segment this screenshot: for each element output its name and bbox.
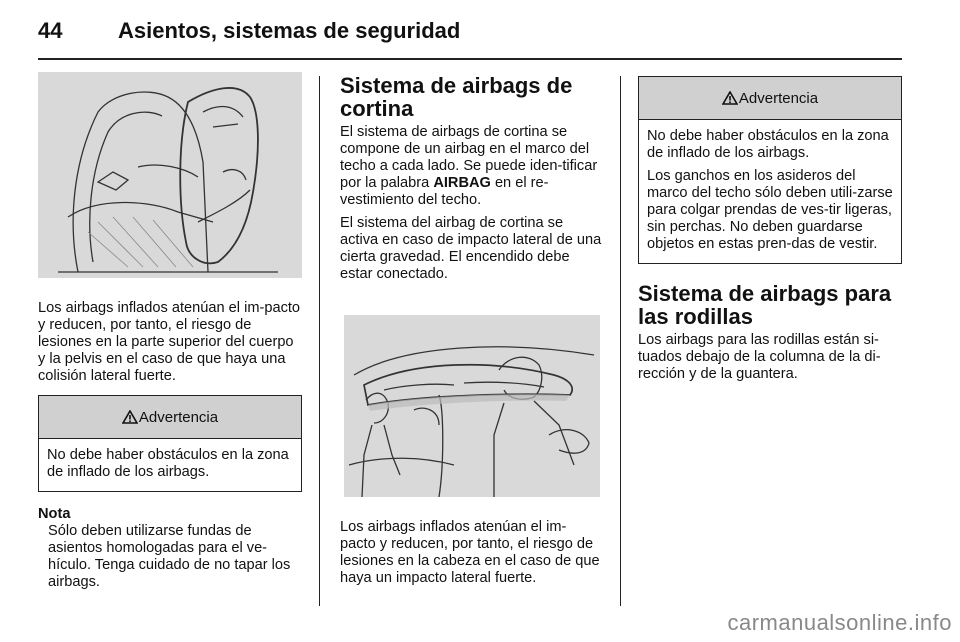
figure-caption: Los airbags inflados atenúan el im-pacto y reducen, por tanto, el riesgo de lesiones en la parte superior del cuerpo y la pelvis en el caso de que haya una colisión lateral fuerte.: [38, 300, 301, 384]
column-divider: [319, 76, 320, 606]
note-label: Nota: [38, 506, 71, 522]
car-interior-drawing: [344, 315, 600, 497]
chapter-title: Asientos, sistemas de seguridad: [118, 18, 461, 43]
column-3: [638, 72, 902, 389]
section-heading: Sistema de airbags para las rodillas: [638, 281, 892, 329]
warning-text: No debe haber obstáculos en la zona de inflado de los airbags.: [647, 128, 889, 161]
page-number: 44: [38, 18, 63, 43]
watermark: carmanualsonline.info: [727, 610, 952, 635]
body-paragraph: El sistema del airbag de cortina se activa en caso de impacto lateral de una cierta gravedad. El encendido debe estar conectado.: [340, 215, 602, 282]
warning-triangle-icon: [722, 91, 738, 105]
side-airbag-seat-illustration: [38, 72, 302, 278]
warning-box: [638, 76, 902, 264]
body-paragraph: Los airbags para las rodillas están si-tuados debajo de la columna de la di-rección y de la guantera.: [638, 332, 881, 382]
warning-body: [39, 439, 301, 491]
warning-body: [639, 120, 901, 263]
airbag-keyword: AIRBAG: [433, 175, 491, 191]
warning-text: Los ganchos en los asideros del marco del techo sólo deben utili-zarse para colgar prendas de ves-tir ligeras, sin perchas. No deben guardarse objetos en estas pren-das de vestir.: [647, 168, 893, 252]
warning-box: [38, 395, 302, 492]
seat-airbag-drawing: [38, 72, 302, 278]
column-2: [340, 72, 602, 593]
warning-title: Advertencia: [138, 408, 219, 426]
warning-triangle-icon: [122, 410, 138, 424]
warning-header: [39, 396, 301, 439]
warning-text: No debe haber obstáculos en la zona de inflado de los airbags.: [47, 447, 289, 480]
header-rule: [38, 58, 902, 60]
note-text: Sólo deben utilizarse fundas de asientos homologadas para el ve-hículo. Tenga cuidado de no tapar los airbags.: [48, 523, 291, 590]
curtain-airbag-car-illustration: [344, 315, 600, 497]
text-run: en el re-vestimiento del techo.: [340, 175, 549, 208]
text-run: El sistema de airbags de cortina se compone de un airbag en el marco del techo a cada lado. Se puede iden-tificar por la palabra: [340, 124, 598, 191]
warning-title: Advertencia: [738, 89, 819, 107]
column-divider: [620, 76, 621, 606]
body-paragraph: [340, 124, 602, 209]
column-1: [38, 72, 302, 597]
figure-caption: Los airbags inflados atenúan el im-pacto y reducen, por tanto, el riesgo de lesiones en la cabeza en el caso de que haya un impacto lateral fuerte.: [340, 519, 600, 586]
warning-header: [639, 77, 901, 120]
section-heading: Sistema de airbags de cortina: [340, 73, 573, 121]
